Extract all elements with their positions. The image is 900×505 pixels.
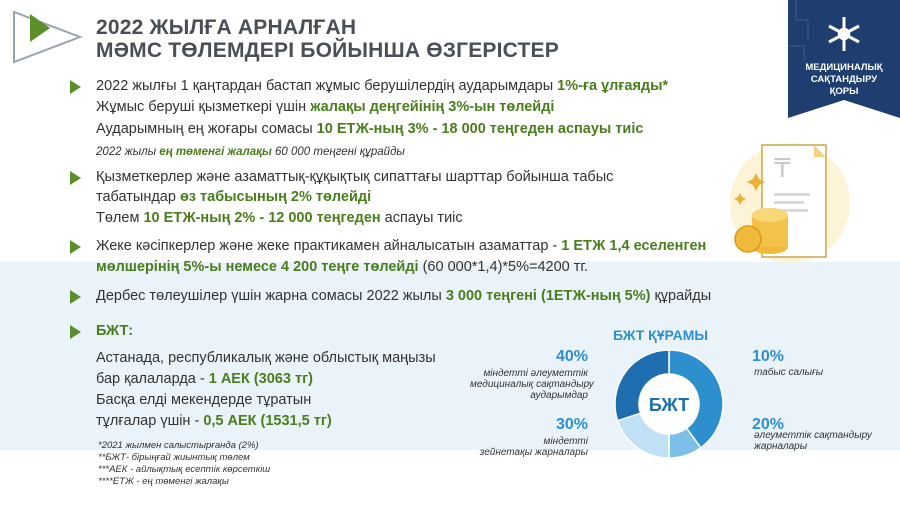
footnote: *2021 жылмен салыстырғанда (2%) <box>98 440 259 451</box>
fund-badge <box>788 0 900 118</box>
block3-line1: Жеке кәсіпкерлер және жеке практикамен айналысатын азаматтар - 1 ЕТЖ 1,4 еселенген <box>96 238 707 254</box>
footnote: ***АЕК - айлықтық есептік көрсеткіш <box>98 464 271 475</box>
document-coins-illustration <box>722 135 850 275</box>
pct-20: 20% <box>752 416 785 433</box>
block1-line4: 2022 жылы ең төменгі жалақы 60 000 теңгені құрайды <box>96 146 405 158</box>
block4-line1: Дербес төлеушілер үшін жарна сомасы 2022 жылы 3 000 теңгені (1ЕТЖ-ның 5%) құрайды <box>96 288 712 304</box>
title-line-2: МӘМС ТӨЛЕМДЕРІ БОЙЫНША ӨЗГЕРІСТЕР <box>96 39 559 62</box>
block2-line2: табатындар өз табысының 2% төлейді <box>96 189 372 205</box>
block5-line3: Басқа елді мекендерде тұратын <box>96 392 312 408</box>
block1-line2: Жұмыс беруші қызметкері үшін жалақы деңгейінің 3%-ын төлейді <box>96 99 555 115</box>
bullet-arrow-icon <box>70 325 81 339</box>
fund-name <box>794 62 894 98</box>
page-title <box>96 16 559 62</box>
svg-text:₸: ₸ <box>774 154 791 184</box>
block1-line3: Аударымның ең жоғары сомасы 10 ЕТЖ-ның 3% - 18 000 теңгеден аспауы тиіс <box>96 121 644 137</box>
pct-40: 40% <box>556 348 589 365</box>
triangle-logo-icon <box>10 8 90 66</box>
fund-name-line-2: САҚТАНДЫРУ <box>810 74 878 85</box>
bullet-arrow-icon <box>70 290 81 304</box>
bullet-arrow-icon <box>70 80 81 94</box>
footnote: ****ЕТЖ - ең төменгі жалақы <box>98 476 229 487</box>
block3-line2: мөлшерінің 5%-ы немесе 4 200 теңге төлейді (60 000*1,4)*5%=4200 тг. <box>96 259 588 275</box>
block5-line2: бар қалаларда - 1 АЕК (3063 тг) <box>96 371 313 387</box>
bzht-donut-chart <box>613 348 725 460</box>
bzht-heading: БЖТ: <box>96 323 134 339</box>
label-10: табыс салығы <box>754 367 824 378</box>
block1-line1: 2022 жылғы 1 қаңтардан бастап жұмыс берушілердің аударымдары 1%-ға ұлғаяды* <box>96 78 669 94</box>
footnote: **БЖТ- бірыңғай жиынтық төлем <box>98 452 250 463</box>
donut-center-label: БЖТ <box>648 395 690 415</box>
label-40: міндетті әлеуметтік медициналық сақтандыру аударымдар <box>470 368 594 401</box>
bullet-arrow-icon <box>70 171 81 185</box>
pct-30: 30% <box>556 416 589 433</box>
block2-line1: Қызметкерлер және азаматтық-құқықтық сипаттағы шарттар бойынша табыс <box>96 169 614 185</box>
fund-name-line-3: ҚОРЫ <box>829 86 859 97</box>
block5-line4: тұлғалар үшін - 0,5 АЕК (1531,5 тг) <box>96 413 332 429</box>
title-line-1: 2022 ЖЫЛҒА АРНАЛҒАН <box>96 16 357 39</box>
pct-10: 10% <box>752 348 785 365</box>
block5-line1: Астанада, республикалық және облыстық маңызы <box>96 350 436 366</box>
chart-title: БЖТ ҚҰРАМЫ <box>613 327 709 343</box>
fund-name-line-1: МЕДИЦИНАЛЫҚ <box>805 62 883 73</box>
block2-line3: Төлем 10 ЕТЖ-ның 2% - 12 000 теңгеден аспауы тиіс <box>96 210 463 226</box>
bullet-arrow-icon <box>70 240 81 254</box>
label-20: әлеуметтік сақтандыру жарналары <box>754 430 872 452</box>
label-30: міндетті зейнетақы жарналары <box>479 436 588 458</box>
